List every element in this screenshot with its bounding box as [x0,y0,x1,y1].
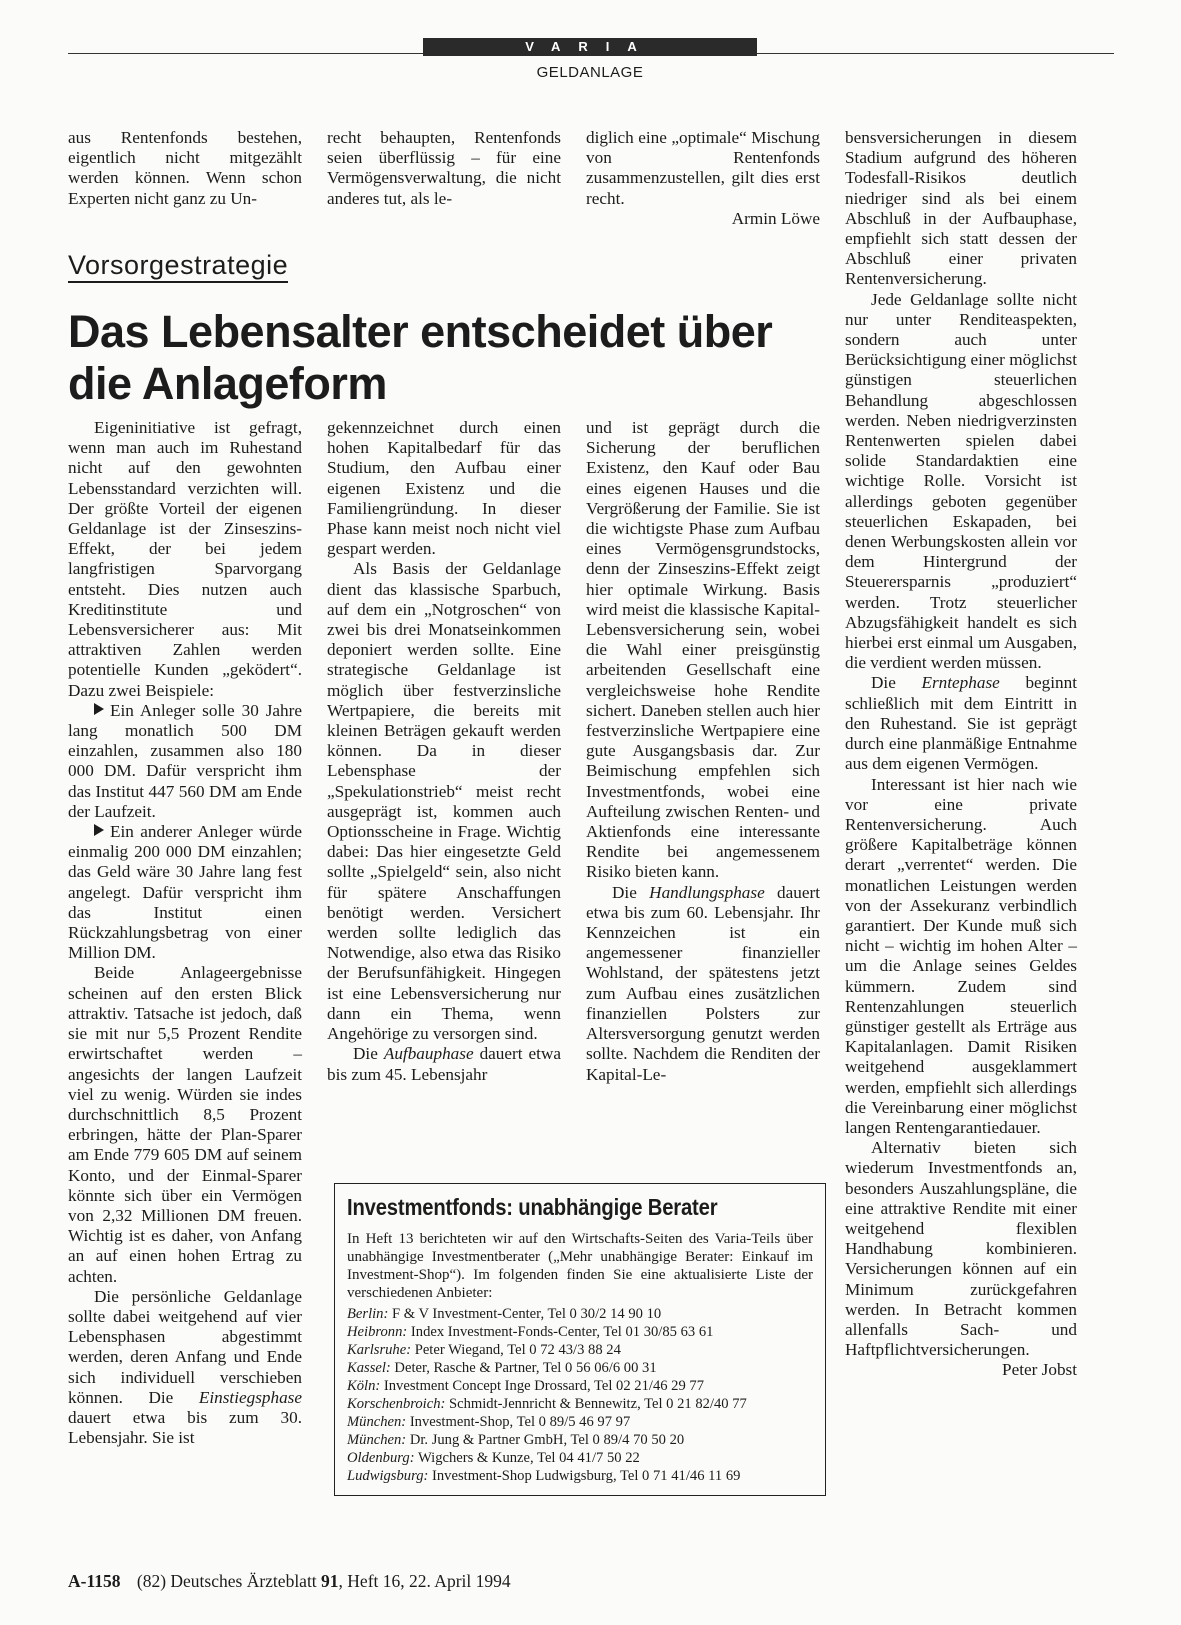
advisor-entry [347,1377,813,1395]
advisor-details: Deter, Rasche & Partner, Tel 0 56 06/6 00 31 [390,1360,657,1376]
advisor-city: Kassel: [347,1360,391,1376]
section-banner: VARIA [423,38,757,56]
text-run: Die [353,1044,384,1064]
advisor-entry [347,1395,813,1413]
article-col-1 [68,418,302,1448]
advisor-entry [347,1323,813,1341]
paragraph: Als Basis der Geldanlage dient das klassische Sparbuch, auf dem ein „Notgroschen“ von zwei bis drei Monatseinkommen deponiert werden sollte. Eine strategische Geldanlage ist möglich über festverzinsliche Wertpapiere, die bereits mit kleinen Beträgen gekauft werden können. Da in dieser Lebensphase der „Spekulationstrieb“ meist recht ausgeprägt ist, kommen auch Optionsscheine in Frage. Wichtig dabei: Das hier eingesetzte Geld sollte „Spielgeld“ sein, also nicht für spätere Anschaffungen benötigt werden. Versichert werden sollte lediglich das Notwendige, also etwa das Risiko der Berufsunfähigkeit. Hingegen ist eine Lebensversicherung nur dann ein Thema, wenn Angehörige zu versorgen sind. [327,559,561,1044]
prev-article-text: recht behaupten, Rentenfonds seien überflüssig – für eine Vermögensverwaltung, die nicht anderes tut, als le- [327,128,561,208]
article-author: Peter Jobst [1002,1360,1077,1380]
issue-info: , Heft 16, 22. April 1994 [338,1571,511,1591]
journal-name: Deutsches Ärzteblatt [170,1571,322,1591]
prev-article-text: aus Rentenfonds bestehen, eigentlich nicht mitgezählt werden können. Wenn schon Experten nicht ganz zu Un- [68,128,302,208]
advisor-details: Investment-Shop, Tel 0 89/5 46 97 97 [406,1414,631,1430]
advisor-details: Dr. Jung & Partner GmbH, Tel 0 89/4 70 50 20 [406,1432,685,1448]
paragraph: bensversicherungen in diesem Stadium aufgrund des höheren Todesfall-Risikos deutlich niedriger sind als bei einem Abschluß in der Aufbauphase, empfiehlt sich statt dessen der Abschluß einer privaten Rentenversicherung. [845,128,1077,289]
infobox-title: Investmentfonds: unabhängige Berater [347,1194,718,1220]
article-kicker: Vorsorgestrategie [68,250,288,283]
paragraph: Alternativ bieten sich wiederum Investmentfonds an, besonders Auszahlungspläne, die eine attraktive Rendite mit einer weitgehend flexiblen Handhabung kombinieren. Versicherungen können auf ein Minimum zurückgefahren werden. In Betracht kommen allenfalls Sach- und Haftpflichtversicherungen. [845,1138,1077,1360]
paragraph: Interessant ist hier nach wie vor eine private Rentenversicherung. Auch größere Kapitalbeträge können derart „verrentet“ werden. Die monatlichen Leistungen werden von der Assekuranz verbindlich garantiert. Der Kunde muß sich nicht – wichtig im hohen Alter – um die Anlage seines Geldes kümmern. Zudem sind Rentenzahlungen steuerlich günstiger gestellt als Erträge aus Kapitalanlagen. Damit Risiken weitgehend ausgeklammert werden, empfiehlt sich allerdings die Vereinbarung einer möglichst langen Rentengarantiedauer. [845,774,1077,1137]
text-run: Die persönliche Geldanlage sollte dabei weitgehend auf vier Lebensphasen abgestimmt werden, deren Anfang und Ende sich individuell verschieben können. Die [68,1286,302,1407]
advisor-details: Peter Wiegand, Tel 0 72 43/3 88 24 [411,1342,621,1358]
advisor-entry [347,1305,813,1323]
advisor-city: München: [347,1432,407,1448]
paragraph [68,1287,302,1449]
advisor-entry [347,1413,813,1431]
advisor-details: Schmidt-Jennricht & Bennewitz, Tel 0 21 82/40 77 [445,1396,747,1412]
article-col-4 [845,128,1077,1381]
page-footer [68,1571,511,1592]
advisor-city: Ludwigsburg: [347,1468,429,1484]
paragraph: Jede Geldanlage sollte nicht nur unter Renditeaspekten, sondern auch unter Berücksichtigung einer möglichst günstigen steuerlichen Behandlung abgeschlossen werden. Neben niedrigverzinsten Rentenwerten spielen dabei solide Standardaktien eine wichtige Rolle. Vorsicht ist allerdings geboten gegenüber steuerlichen Eskapaden, bei denen Werbungskosten allein vor dem Hintergrund der Steuerersparnis „produziert“ werden. Trotz steuerlicher Abzugsfähigkeit handelt es sich hierbei erst einmal um Ausgaben, die verdient werden müssen. [845,289,1077,673]
page-number-alt: (82) [136,1571,167,1591]
infobox-intro: In Heft 13 berichteten wir auf den Wirtschafts-Seiten des Varia-Teils über unabhängige Investmentberater („Mehr unabhängige Berater: Einkauf im Investment-Shop“). Im folgenden finden Sie eine aktualisierte Liste der verschiedenen Anbieter: [347,1231,813,1301]
advisor-details: Wigchers & Kunze, Tel 04 41/7 50 22 [414,1450,640,1466]
advisor-list [347,1305,813,1485]
emphasis: Aufbauphase [383,1044,474,1064]
text-run: dauert etwa bis zum 60. Lebensjahr. Ihr Kennzeichen ist ein angemessener finanzieller Wohlstand, der spätestens jetzt zum Aufbau eines zusätzlichen finanziellen Polsters zur Altersversorgung genutzt werden sollte. Nachdem die Renditen der Kapital-Le- [586,882,820,1084]
advisor-city: Korschenbroich: [347,1396,446,1412]
subsection-label: GELDANLAGE [536,64,644,81]
advisor-city: Karlsruhe: [347,1342,412,1358]
triangle-bullet-icon [94,824,104,836]
emphasis: Einstiegsphase [198,1387,302,1407]
paragraph: gekennzeichnet durch einen hohen Kapitalbedarf für das Studium, den Aufbau einer eigenen Existenz und die Familiengründung. In dieser Phase kann meist noch nicht viel gespart werden. [327,418,561,559]
advisor-entry [347,1359,813,1377]
paragraph: Eigeninitiative ist gefragt, wenn man auch im Ruhestand nicht auf den gewohnten Lebensstandard verzichten will. Der größte Vorteil der eigenen Geldanlage ist der Zinseszins-Effekt, der bei jedem langfristigen Sparvorgang entsteht. Dies nutzen auch Kreditinstitute und Lebensversicherer aus: Mit attraktiven Zahlen werden potentielle Kunden „geködert“. Dazu zwei Beispiele: [68,418,302,700]
advisor-details: Investment-Shop Ludwigsburg, Tel 0 71 41/46 11 69 [428,1468,741,1484]
text-run: Die [612,882,650,902]
bullet-item [68,822,302,963]
prev-article-col-3 [586,128,820,229]
advisor-entry [347,1431,813,1449]
text-run: dauert etwa bis zum 45. Lebensjahr [327,1044,561,1084]
bullet-item [68,701,302,822]
bullet-text: Ein Anleger solle 30 Jahre lang monatlich 500 DM einzahlen, zusammen also 180 000 DM. Dafür verspricht ihm das Institut 447 560 DM am Ende der Laufzeit. [68,700,302,821]
advisor-entry [347,1449,813,1467]
advisor-details: F & V Investment-Center, Tel 0 30/2 14 90 10 [388,1306,662,1322]
text-run: Die [871,673,922,693]
emphasis: Handlungsphase [649,882,765,902]
emphasis: Erntephase [921,673,1000,693]
prev-article-col-1 [68,128,302,209]
text-run: dauert etwa bis zum 30. Lebensjahr. Sie ist [68,1407,302,1448]
page-number: A-1158 [68,1571,121,1591]
infobox [334,1183,826,1496]
advisor-entry [347,1341,813,1359]
article-col-2 [327,418,561,1085]
paragraph [586,883,820,1085]
bullet-text: Ein anderer Anleger würde einmalig 200 000 DM einzahlen; das Geld wäre 30 Jahre lang fest angelegt. Dafür verspricht ihm das Institut einen Rückzahlungsbetrag von einer Million DM. [68,822,302,963]
advisor-city: Oldenburg: [347,1450,415,1466]
article-headline: Das Lebensalter entscheidet über die Anlageform [68,306,773,409]
advisor-city: München: [347,1414,407,1430]
prev-article-text: diglich eine „optimale“ Mischung von Rentenfonds zusammenzustellen, gilt dies erst recht. [586,128,820,208]
advisor-city: Heibronn: [347,1324,408,1340]
advisor-details: Index Investment-Fonds-Center, Tel 01 30/85 63 61 [407,1324,714,1340]
advisor-city: Berlin: [347,1306,389,1322]
advisor-city: Köln: [347,1378,381,1394]
paragraph [845,673,1077,774]
text-run: beginnt schließlich mit dem Eintritt in den Ruhestand. Sie ist geprägt durch eine planmäßige Entnahme aus dem eigenen Vermögen. [845,673,1077,774]
paragraph: und ist geprägt durch die Sicherung der beruflichen Existenz, den Kauf oder Bau eines eigenen Hauses und die Vergrößerung der Familie. Sie ist die wichtigste Phase zum Aufbau eines Vermögensgrundstocks, denn der Zinseszins-Effekt zeigt hier optimale Wirkung. Basis wird meist die klassische Kapital-Lebensversicherung sein, wobei die Wahl einer preisgünstig arbeitenden Gesellschaft eine vergleichsweise hohe Rendite sichert. Daneben stellen auch hier festverzinsliche Wertpapiere eine gute Ausgangsbasis dar. Zur Beimischung empfehlen sich Investmentfonds, wobei eine Aufteilung zwischen Renten- und Aktienfonds eine interessante Rendite bei angemessenem Risiko bieten kann. [586,418,820,882]
paragraph: Beide Anlageergebnisse scheinen auf den ersten Blick attraktiv. Tatsache ist jedoch, daß sie mit nur 5,5 Prozent Rendite erwirtschaftet werden – angesichts der langen Laufzeit viel zu wenig. Würden sie indes durchschnittlich 8,5 Prozent erbringen, hätte der Plan-Sparer am Ende 779 605 DM auf seinem Konto, und der Einmal-Sparer könnte sich über ein Vermögen von 2,32 Millionen DM freuen. Wichtig ist es daher, von Anfang an auf einen hohen Ertrag zu achten. [68,963,302,1286]
article-col-3 [586,418,820,1085]
prev-article-col-2 [327,128,561,209]
triangle-bullet-icon [94,703,104,715]
advisor-entry [347,1467,813,1485]
prev-article-author: Armin Löwe [731,208,820,228]
paragraph [327,1044,561,1084]
advisor-details: Investment Concept Inge Drossard, Tel 02 21/46 29 77 [380,1378,705,1394]
volume-number: 91 [321,1571,339,1591]
